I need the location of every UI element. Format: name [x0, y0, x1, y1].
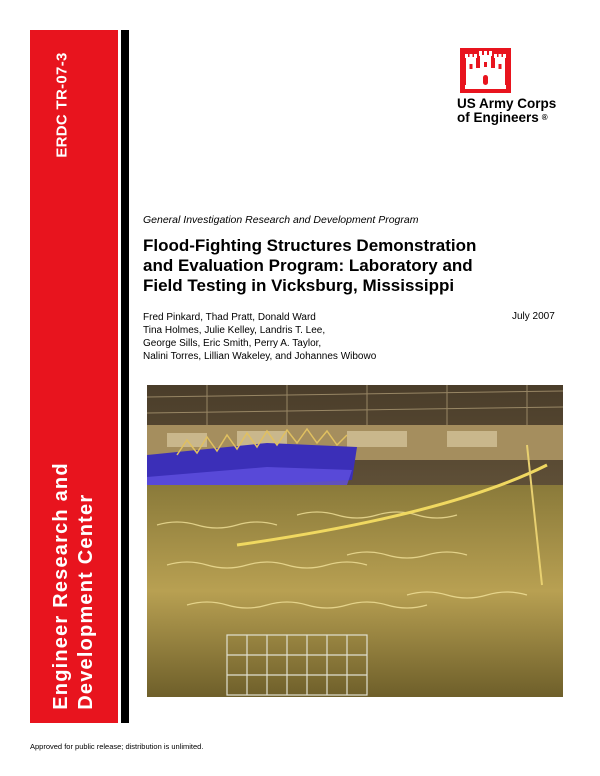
publication-date: July 2007	[512, 311, 555, 322]
usace-name	[457, 97, 556, 125]
cover-photo	[147, 385, 563, 697]
black-side-stripe	[121, 30, 129, 723]
author-line: Nalini Torres, Lillian Wakeley, and Johannes Wibowo	[143, 351, 377, 362]
title-line-3: Field Testing in Vicksburg, Mississippi	[143, 276, 455, 295]
organization-name	[49, 462, 99, 710]
author-line: Tina Holmes, Julie Kelley, Landris T. Lee,	[143, 325, 326, 336]
report-number: ERDC TR-07-3	[53, 52, 71, 158]
report-title	[143, 236, 563, 296]
distribution-statement: Approved for public release; distribution is unlimited.	[30, 742, 204, 751]
author-line: Fred Pinkard, Thad Pratt, Donald Ward	[143, 312, 316, 323]
castle-icon	[460, 48, 511, 93]
author-list	[143, 311, 376, 363]
organization-line-2: Development Center	[75, 493, 97, 710]
author-line: George Sills, Eric Smith, Perry A. Taylor,	[143, 338, 322, 349]
program-name: General Investigation Research and Development Program	[143, 214, 419, 226]
title-line-1: Flood-Fighting Structures Demonstration	[143, 236, 477, 255]
title-line-2: and Evaluation Program: Laboratory and	[143, 256, 473, 275]
registered-mark: ®	[541, 113, 548, 123]
organization-line-1: Engineer Research and	[50, 462, 72, 710]
usace-name-line-2: of Engineers ®	[457, 110, 548, 125]
usace-name-line-1: US Army Corps	[457, 96, 557, 111]
